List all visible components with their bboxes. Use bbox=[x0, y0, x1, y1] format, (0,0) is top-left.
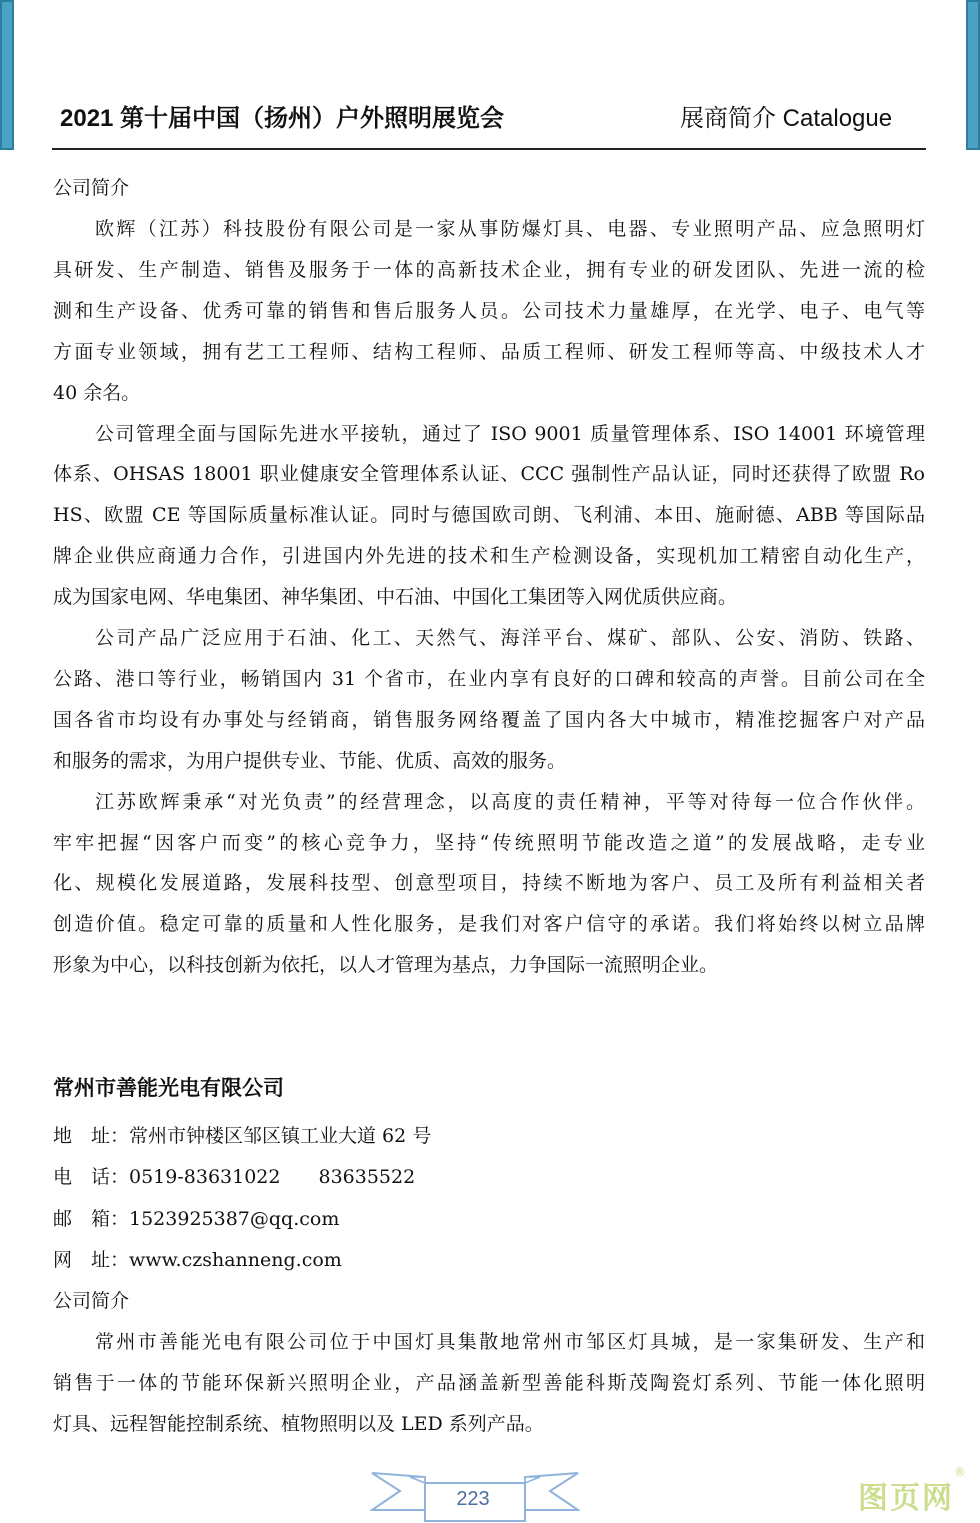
paragraph-line: 公司管理全面与国际先进水平接轨，通过了 ISO 9001 质量管理体系、ISO 14001 环境管理 bbox=[95, 422, 925, 445]
paragraph-line: 公司产品广泛应用于石油、化工、天然气、海洋平台、煤矿、部队、公安、消防、铁路、 bbox=[95, 627, 925, 649]
section-label: 公司简介 bbox=[53, 177, 130, 199]
paragraph-line: 形象为中心，以科技创新为依托，以人才管理为基点，力争国际一流照明企业。 bbox=[53, 954, 719, 977]
paragraph-line: 公路、港口等行业，畅销国内 31 个省市，在业内享有良好的口碑和较高的声誉。目前公司在全 bbox=[53, 667, 925, 690]
left-edge-bar bbox=[0, 0, 14, 150]
paragraph-line: 创造价值。稳定可靠的质量和人性化服务，是我们对客户信守的承诺。我们将始终以树立品牌 bbox=[53, 913, 925, 936]
section-label: 公司简介 bbox=[53, 1290, 130, 1313]
right-edge-bar bbox=[966, 0, 980, 150]
page-number: 223 bbox=[456, 1488, 490, 1510]
paragraph-line: 体系、OHSAS 18001 职业健康安全管理体系认证、CCC 强制性产品认证，同时还获得了欧盟 Ro bbox=[53, 463, 925, 486]
paragraph-line: 牢牢把握“因客户而变”的核心竞争力，坚持“传统照明节能改造之道”的发展战略，走专业 bbox=[53, 831, 925, 854]
paragraph-line: 国各省市均设有办事处与经销商，销售服务网络覆盖了国内各大中城市，精准挖掘客户对产品 bbox=[53, 708, 925, 731]
contact-line: 电 话：0519-83631022 83635522 bbox=[53, 1166, 416, 1189]
paragraph-line: 常州市善能光电有限公司位于中国灯具集散地常州市邹区灯具城，是一家集研发、生产和 bbox=[95, 1331, 925, 1354]
paragraph-line: 和服务的需求，为用户提供专业、节能、优质、高效的服务。 bbox=[53, 749, 567, 772]
paragraph-line: 欧辉（江苏）科技股份有限公司是一家从事防爆灯具、电器、专业照明产品、应急照明灯 bbox=[95, 218, 925, 240]
paragraph-line: 化、规模化发展道路，发展科技型、创意型项目，持续不断地为客户、员工及所有利益相关者 bbox=[53, 872, 925, 895]
paragraph-line: 测和生产设备、优秀可靠的销售和售后服务人员。公司技术力量雄厚，在光学、电子、电气等 bbox=[53, 299, 925, 322]
contact-line: 邮 箱：1523925387@qq.com bbox=[53, 1207, 340, 1230]
header-rule bbox=[52, 148, 926, 150]
paragraph-line: HS、欧盟 CE 等国际质量标准认证。同时与德国欧司朗、飞利浦、本田、施耐德、ABB 等国际品 bbox=[53, 504, 925, 527]
contact-line: 网 址：www.czshanneng.com bbox=[53, 1248, 342, 1271]
header-catalogue: 展商简介 Catalogue bbox=[680, 105, 893, 132]
paragraph-line: 成为国家电网、华电集团、神华集团、中石油、中国化工集团等入网优质供应商。 bbox=[53, 586, 738, 609]
watermark-logo: 图页网 ® bbox=[858, 1465, 968, 1516]
paragraph-line: 灯具、远程智能控制系统、植物照明以及 LED 系列产品。 bbox=[53, 1413, 544, 1436]
paragraph-line: 方面专业领域，拥有艺工工程师、结构工程师、品质工程师、研发工程师等高、中级技术人才 bbox=[53, 340, 925, 363]
paragraph-line: 销售于一体的节能环保新兴照明企业，产品涵盖新型善能科斯茂陶瓷灯系列、节能一体化照明 bbox=[53, 1372, 925, 1395]
paragraph-line: 具研发、生产制造、销售及服务于一体的高新技术企业，拥有专业的研发团队、先进一流的检 bbox=[53, 258, 925, 281]
header-title: 2021 第十届中国（扬州）户外照明展览会 bbox=[60, 105, 505, 132]
paragraph-line: 牌企业供应商通力合作，引进国内外先进的技术和生产检测设备，实现机加工精密自动化生产， bbox=[53, 545, 925, 568]
contact-line: 地 址：常州市钟楼区邹区镇工业大道 62 号 bbox=[53, 1125, 432, 1147]
company-name: 常州市善能光电有限公司 bbox=[53, 1077, 284, 1100]
paragraph-line: 江苏欧辉秉承“对光负责”的经营理念，以高度的责任精神，平等对待每一位合作伙伴。 bbox=[95, 790, 925, 813]
paragraph-line: 40 余名。 bbox=[53, 381, 141, 404]
